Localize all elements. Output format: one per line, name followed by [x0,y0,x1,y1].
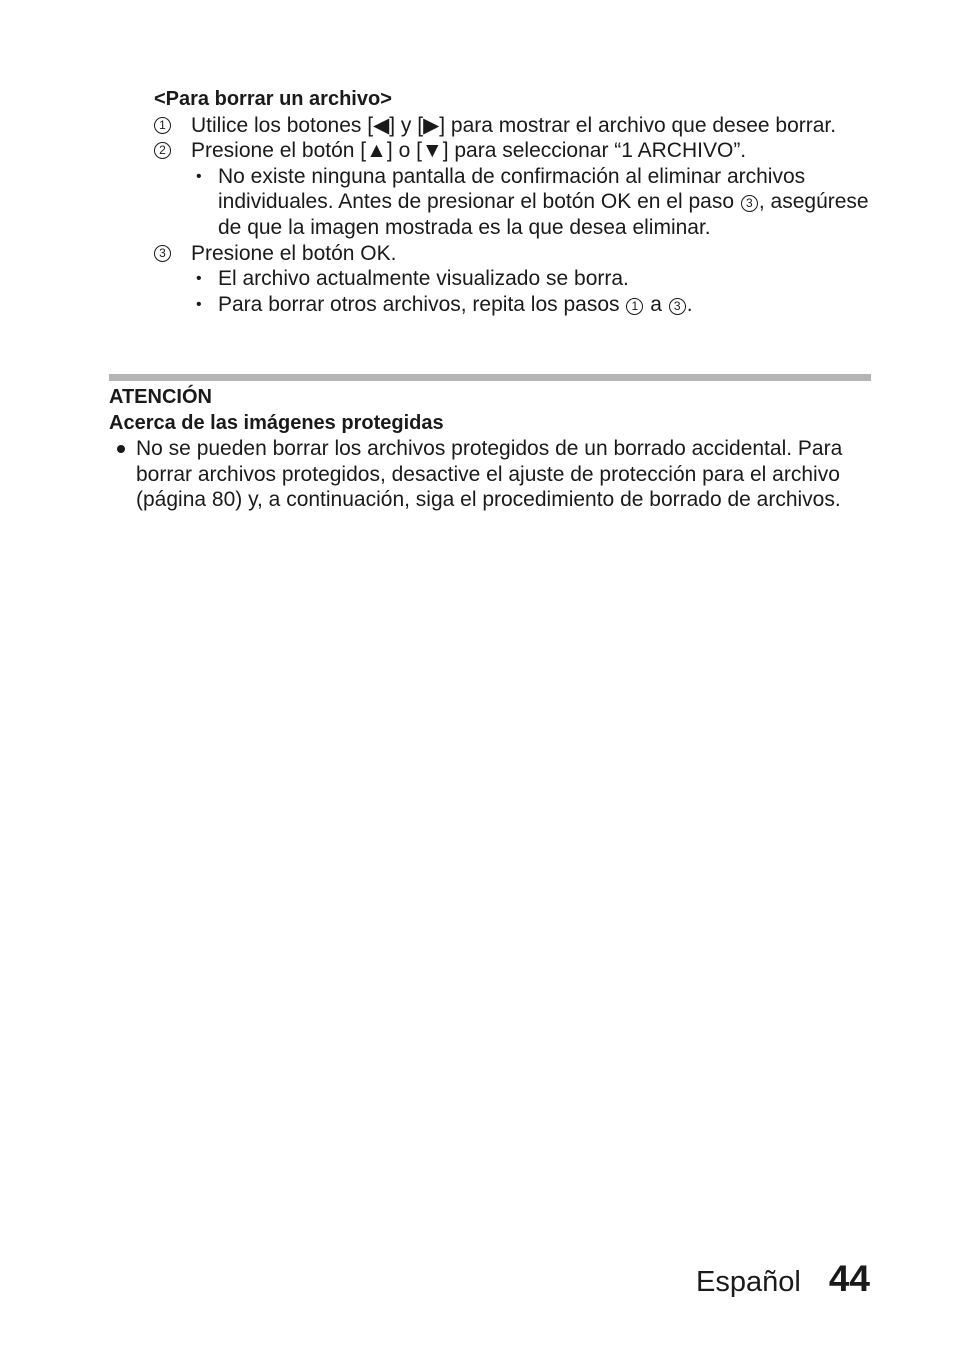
step-2-text: Presione el botón [▲] o [▼] para seleccionar “1 ARCHIVO”. [191,139,747,163]
step-3-note-1 [154,266,874,292]
step-2-note-text-b: , asegúrese de que la imagen mostrada es la que desea eliminar. [218,190,869,239]
step-number-3: 3 [154,245,171,262]
bullet-icon: • [196,270,202,288]
step-3 [154,241,874,267]
step-3-note-2-text: Para borrar otros archivos, repita los pasos [218,292,620,316]
caution-item [109,436,874,513]
step-1 [154,113,874,139]
caution-subheading: Acerca de las imágenes protegidas [109,411,444,434]
page-number: 44 [828,1258,870,1299]
step-number-1: 1 [154,117,171,134]
step-1-text: Utilice los botones [◀] y [▶] para mostrar el archivo que desee borrar. [191,113,837,137]
caution-heading: ATENCIÓN [109,386,212,408]
bullet-dot-icon [117,445,125,453]
step-3-note-2-conjunction: a [650,292,662,316]
step-2-note-text-a: No existe ninguna pantalla de confirmación al eliminar archivos individuales. Antes de presionar el botón OK en el paso [218,164,806,214]
step-3-text: Presione el botón OK. [191,241,397,265]
caution-box [109,385,874,513]
section-divider [109,374,871,381]
caution-item-text: No se pueden borrar los archivos protegidos de un borrado accidental. Para borrar archivos protegidos, desactive el ajuste de protección para el archivo (página 80) y, a continuación, siga el procedimiento de borrado de archivos. [136,437,843,512]
step-reference-1: 1 [626,298,643,315]
bullet-icon: • [196,295,202,313]
step-3-note-2 [154,292,874,318]
step-3-note-1-text: El archivo actualmente visualizado se borra. [218,267,629,291]
footer-language: Español [696,1266,801,1298]
bullet-icon: • [196,167,202,185]
step-reference-3: 3 [741,195,758,212]
procedure-title: <Para borrar un archivo> [154,88,392,110]
step-2-note [154,164,874,241]
step-number-2: 2 [154,142,171,159]
step-reference-3: 3 [669,298,686,315]
delete-file-procedure [154,87,874,317]
page-footer [696,1258,870,1300]
step-3-note-2-end: . [686,292,693,316]
step-2 [154,138,874,164]
